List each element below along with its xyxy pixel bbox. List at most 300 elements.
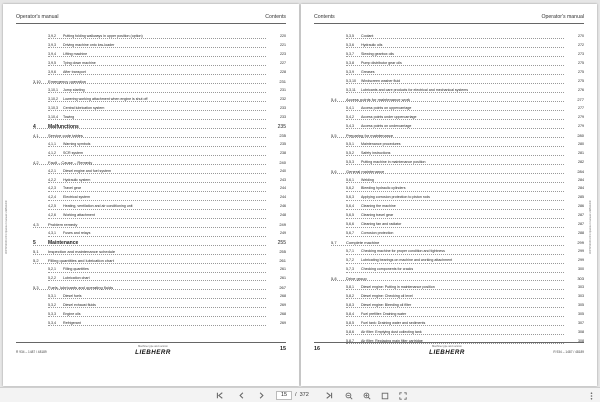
page-number: 15 [280, 346, 286, 352]
toc-page-number: 268 [280, 312, 286, 317]
toc-title: Diesel fuels [63, 294, 82, 299]
toc-number: 3,10,4 [48, 114, 58, 119]
toc-page-number: 305 [578, 303, 584, 308]
toc-page-number: 231 [280, 87, 286, 92]
toc-leader-line [346, 236, 564, 237]
toc-subsection[interactable] [3, 169, 299, 177]
toc-title: Inspection and maintenance schedule [48, 249, 116, 255]
toc-page-number: 235 [280, 141, 286, 146]
toc-title: Lubrication chart [63, 276, 90, 281]
toc-leader-line [346, 289, 564, 290]
toc-title: Maintenance [48, 240, 79, 247]
toc-leader-line [346, 209, 564, 210]
toc-title: Fuels, lubricants and operating fluids [48, 285, 114, 291]
toc-number: 5,7 [331, 240, 337, 246]
toc-number: 4,1,1 [48, 141, 56, 146]
toc-leader-line [346, 92, 564, 93]
toc-page-number: 249 [279, 222, 286, 228]
toc-title: Applying corrosion protection to piston rods [361, 195, 430, 200]
toc-page-number: 285 [578, 195, 584, 200]
toc-leader-line [48, 200, 266, 201]
page-separator: / [295, 392, 297, 398]
toc-subsection[interactable] [3, 276, 299, 284]
current-page-input[interactable] [276, 391, 292, 400]
toc-title: After transport [63, 69, 86, 74]
first-page-icon[interactable] [214, 390, 224, 401]
toc-page-number: 273 [578, 51, 584, 56]
toc-title: Access points on uppercarriage [361, 105, 412, 110]
toc-subsection[interactable] [301, 321, 597, 329]
side-document-code: 30PSP/2040-001 Operator manual LIEBHERR [5, 200, 8, 254]
toc-subsection[interactable] [3, 312, 299, 320]
page-number: 16 [314, 346, 320, 352]
toc-title: Access points under uppercarriage [361, 114, 417, 119]
toc-subsection[interactable] [301, 124, 597, 132]
toc-subsection[interactable] [301, 204, 597, 212]
toc-number: 5,8,4 [346, 312, 354, 317]
toc-subsection[interactable] [301, 267, 597, 275]
toc-leader-line [48, 92, 266, 93]
toc-subsection[interactable] [301, 330, 597, 338]
liebherr-logo: LIEBHERR [135, 348, 171, 356]
toc-leader-line [48, 110, 266, 111]
toc-page-number: 248 [280, 213, 286, 218]
toc-leader-line [346, 218, 564, 219]
toc-page-number: 221 [280, 42, 286, 47]
toc-subsection[interactable] [3, 115, 299, 123]
toc-subsection[interactable] [301, 186, 597, 194]
toc-subsection[interactable] [301, 61, 597, 69]
toc-page-number: 267 [279, 285, 286, 291]
toc-number: 3,9,2 [48, 34, 56, 38]
toc-page-number: 299 [578, 258, 584, 263]
toc-title: Welding [361, 177, 374, 182]
toc-page-number: 255 [277, 240, 286, 247]
last-page-icon[interactable] [324, 390, 334, 401]
liebherr-logo: LIEBHERR [429, 348, 465, 356]
toc-subsection[interactable] [301, 258, 597, 266]
toc-page-number: 238 [280, 150, 286, 155]
toc-subsection[interactable] [301, 231, 597, 239]
toc-page-number: 240 [280, 168, 286, 173]
document-code: R 934 – 1487 / 48189 [16, 350, 47, 354]
toc-title: Complete machine [346, 240, 380, 246]
toc-number: 4,1 [33, 132, 39, 138]
toc-page-number: 270 [578, 34, 584, 38]
toc-subsection[interactable] [301, 79, 597, 87]
toc-subsection[interactable] [3, 34, 299, 42]
toc-page-number: 277 [578, 105, 584, 110]
toc-number: 5,2 [33, 258, 39, 264]
next-page-icon[interactable] [256, 390, 266, 401]
toc-leader-line [48, 325, 266, 326]
toc-title: Fuel tank: Draining water and sediments [361, 321, 426, 326]
toc-section[interactable] [3, 160, 299, 168]
toc-number: 5,3 [33, 285, 39, 291]
toc-page-number: 240 [279, 159, 286, 165]
toc-leader-line [48, 182, 266, 183]
toc-title: Checking machine for proper condition and tightness [361, 249, 445, 254]
toc-title: Pump distributor gear oils [361, 60, 402, 65]
toc-page-number: 280 [578, 141, 584, 146]
toc-leader-line [48, 272, 266, 273]
toc-subsection[interactable] [3, 151, 299, 159]
toc-title: Air filter: Replacing main filter cartridge [361, 338, 423, 343]
toc-page-number: 255 [279, 249, 286, 255]
toc-page-number: 220 [280, 34, 286, 38]
toc-title: Slewing gearbox oils [361, 51, 394, 56]
toc-page-number: 284 [578, 177, 584, 182]
menu-icon[interactable] [586, 390, 596, 401]
toc-page-number: 286 [578, 204, 584, 209]
toc-number: 5,5,2 [346, 150, 354, 155]
toc-number: 5,8,5 [346, 321, 354, 326]
toc-subsection[interactable] [3, 43, 299, 51]
toc-leader-line [48, 218, 266, 219]
toc-number: 3,10,1 [48, 87, 58, 92]
page-navigator [276, 390, 309, 400]
toc-subsection[interactable] [3, 294, 299, 302]
toc-leader-line [346, 65, 564, 66]
toc-chapter[interactable] [3, 124, 299, 132]
toc-subsection[interactable] [301, 294, 597, 302]
toc-page-number: 282 [578, 159, 584, 164]
toc-number: 4,1,2 [48, 150, 56, 155]
toc-number: 5,5,1 [346, 141, 354, 146]
toc-leader-line [48, 298, 266, 299]
toc-subsection[interactable] [301, 195, 597, 203]
toc-subsection[interactable] [3, 106, 299, 114]
toc-subsection[interactable] [301, 142, 597, 150]
toc-page-number: 231 [279, 78, 286, 84]
toc-page-number: 227 [280, 60, 286, 65]
toc-subsection[interactable] [301, 34, 597, 42]
toc-subsection[interactable] [301, 213, 597, 221]
toc-page-number: 261 [280, 267, 286, 272]
toc-number: 5,3,7 [346, 51, 354, 56]
toc-number: 5,7,2 [346, 258, 354, 263]
toc-subsection[interactable] [3, 142, 299, 150]
toc-leader-line [346, 298, 564, 299]
toc-number: 5,5 [331, 132, 337, 138]
toc-number: 5,6,5 [346, 213, 354, 218]
running-header-section: Contents [314, 14, 335, 20]
toc-subsection[interactable] [301, 285, 597, 293]
toc-page-number: 246 [280, 204, 286, 209]
toc-leader-line [346, 182, 564, 183]
toc-subsection[interactable] [301, 106, 597, 114]
toc-subsection[interactable] [301, 160, 597, 168]
toc-title: Refrigerant [63, 321, 81, 326]
toc-page-number: 303 [578, 294, 584, 299]
toc-leader-line [48, 38, 266, 39]
toc-title: General maintenance [346, 168, 385, 174]
toc-title: Working attachment [63, 213, 95, 218]
toc-page-number: 308 [578, 338, 584, 343]
toc-section[interactable] [301, 97, 597, 105]
toc-page-number: 233 [280, 114, 286, 119]
toc-subsection[interactable] [301, 52, 597, 60]
toc-subsection[interactable] [3, 70, 299, 78]
toc-subsection[interactable] [3, 186, 299, 194]
toc-subsection[interactable] [301, 115, 597, 123]
toc-title: Diesel exhaust fluids [63, 303, 96, 308]
toc-page-number: 303 [578, 285, 584, 290]
toc-title: Access points for maintenance work [346, 96, 411, 102]
toc-title: Heating, ventilation and air conditioning unit [63, 204, 133, 209]
total-pages: 372 [299, 392, 309, 398]
toc-number: 5,8,3 [346, 303, 354, 308]
toc-subsection[interactable] [301, 88, 597, 96]
toc-number: 5,3,10 [346, 78, 356, 83]
toc-title: Problem remedy [48, 222, 78, 228]
toc-page-number: 284 [577, 168, 584, 174]
toc-subsection[interactable] [3, 267, 299, 275]
running-header-title: Operator's manual [16, 14, 59, 20]
toc-number: 5,3,9 [346, 69, 354, 74]
toc-number: 5,4,3 [346, 123, 354, 128]
toc-number: 5,5,3 [346, 159, 354, 164]
toc-page-number: 275 [578, 60, 584, 65]
toc-subsection[interactable] [3, 321, 299, 329]
toc-number: 4,3 [33, 222, 39, 228]
toc-number: 5,6,1 [346, 177, 354, 182]
toc-title: Driving machine onto low-loader [63, 42, 115, 47]
toc-title: Engine oils [63, 312, 81, 317]
fullscreen-icon[interactable] [398, 390, 408, 401]
previous-page-icon[interactable] [236, 390, 246, 401]
toc-title: Air filter: Emptying dust collecting tank [361, 330, 422, 334]
zoom-out-icon[interactable] [344, 390, 354, 401]
toc-title: Drive group [346, 276, 367, 282]
toc-leader-line [48, 173, 266, 174]
toc-number: 5,4,2 [346, 114, 354, 119]
toc-leader-line [48, 191, 266, 192]
toc-title: Tying down machine [63, 60, 96, 65]
toc-title: Greases [361, 69, 375, 74]
toc-page-number: 288 [578, 231, 584, 236]
toc-title: Filling quantities and lubrication chart [48, 258, 114, 264]
toc-subsection[interactable] [301, 70, 597, 78]
toc-title: Lifting machine [63, 51, 88, 56]
toc-page-number: 303 [577, 276, 584, 282]
toc-subsection[interactable] [3, 61, 299, 69]
toc-title: Maintenance procedures [361, 141, 401, 146]
toc-leader-line [48, 236, 266, 237]
toc-title: Cleaning fan and radiator [361, 222, 402, 227]
toc-number: 5,6,7 [346, 231, 354, 236]
toc-page-number: 272 [578, 42, 584, 47]
toc-leader-line [346, 119, 564, 120]
toc-section[interactable] [301, 133, 597, 141]
toc-leader-line [346, 307, 564, 308]
toc-number: 5,8 [331, 276, 337, 282]
toc-leader-line [346, 155, 564, 156]
toc-leader-line [346, 325, 564, 326]
toc-number: 5,6 [331, 168, 337, 174]
toc-title: Safety instructions [361, 150, 391, 155]
toc-subsection[interactable] [3, 195, 299, 203]
toc-number: 5,3,2 [48, 303, 56, 308]
toc-title: Hydraulic oils [361, 42, 383, 47]
toc-page-number: 287 [578, 222, 584, 227]
toc-title: Putting folding walkways in upper position (option) [63, 34, 143, 38]
toc-subsection[interactable] [301, 43, 597, 51]
toc-page-number: 305 [578, 312, 584, 317]
toc-number: 3,9,4 [48, 51, 56, 56]
toc-subsection[interactable] [3, 88, 299, 96]
toc-number: 5,6,6 [346, 222, 354, 227]
toc-subsection[interactable] [301, 178, 597, 186]
toc-title: Cleaning the machine [361, 204, 396, 209]
toc-number: 5,4,1 [346, 105, 354, 110]
toc-leader-line [48, 209, 266, 210]
toc-page-number: 223 [280, 51, 286, 56]
toc-page-number: 269 [280, 303, 286, 308]
toc-title: Corrosion protection [361, 231, 394, 236]
toc-page-number: 276 [578, 87, 584, 92]
header-rule [314, 23, 584, 24]
brand-caption: Machine type and version [432, 345, 462, 348]
toc-title: Towing [63, 114, 75, 119]
toc-page-number: 277 [577, 96, 584, 102]
toc-subsection[interactable] [3, 213, 299, 221]
toc-page-number: 235 [277, 123, 286, 130]
toc-page-number: 279 [578, 114, 584, 119]
toc-chapter[interactable] [3, 240, 299, 248]
toc-number: 4,3,1 [48, 231, 56, 236]
toc-number: 5,3,3 [48, 312, 56, 317]
toc-section[interactable] [3, 249, 299, 257]
toc-number: 5,7,1 [346, 249, 354, 254]
toc-number: 4,2,6 [48, 213, 56, 218]
document-code: R 934 – 1487 / 48189 [553, 350, 584, 354]
toc-page-number: 249 [280, 231, 286, 236]
toc-page-number: 275 [578, 69, 584, 74]
running-header-title: Operator's manual [541, 14, 584, 20]
toc-subsection[interactable] [3, 303, 299, 311]
toc-leader-line [48, 74, 266, 75]
toc-page-number: 279 [578, 123, 584, 128]
toc-page-number: 243 [280, 177, 286, 182]
toc-leader-line [346, 316, 564, 317]
toc-section[interactable] [3, 79, 299, 87]
toc-section[interactable] [301, 169, 597, 177]
toc-title: Emergency operation [48, 78, 87, 84]
toc-leader-line [346, 110, 564, 111]
toc-leader-line [48, 47, 266, 48]
toc-page-number: 233 [280, 105, 286, 110]
toc-number: 3,9,3 [48, 42, 56, 47]
toc-title: Access points on undercarriage [361, 123, 412, 128]
toc-number: 5,7,3 [346, 267, 354, 272]
toc-subsection[interactable] [301, 303, 597, 311]
toc-title: Diesel engine: Checking oil level [361, 294, 413, 299]
toc-number: 5,4 [331, 96, 337, 102]
toc-leader-line [48, 155, 266, 156]
toc-leader-line [48, 65, 266, 66]
toc-number: 3,9,5 [48, 60, 56, 65]
toc-number: 5,3,1 [48, 294, 56, 299]
brand-caption: Machine type and version [138, 345, 168, 348]
toc-leader-line [48, 280, 266, 281]
toc-leader-line [346, 164, 564, 165]
zoom-in-icon[interactable] [362, 390, 372, 401]
toc-page-number: 261 [280, 276, 286, 281]
toc-number: 5,3,4 [48, 321, 56, 326]
toc-subsection[interactable] [3, 178, 299, 186]
toc-title: Diesel engine: Bleeding oil filter [361, 303, 412, 308]
toc-title: Lubricants and care products for electrical and mechanical systems [361, 87, 469, 92]
toc-subsection[interactable] [3, 52, 299, 60]
toc-number: 4,2,1 [48, 168, 56, 173]
toc-page-number: 228 [280, 69, 286, 74]
viewer-toolbar [0, 387, 600, 402]
toc-leader-line [48, 316, 266, 317]
toc-subsection[interactable] [301, 222, 597, 230]
running-header-section: Contents [265, 14, 286, 20]
toc-section[interactable] [301, 240, 597, 248]
toc-page-number: 281 [578, 150, 584, 155]
toc-number: 5 [33, 240, 36, 247]
toc-number: 5,3,5 [346, 34, 354, 38]
toc-section[interactable] [3, 222, 299, 230]
toc-subsection[interactable] [3, 231, 299, 239]
toc-number: 3,10,2 [48, 96, 58, 101]
toc-number: 4,2,5 [48, 204, 56, 209]
toc-subsection[interactable] [301, 312, 597, 320]
toc-leader-line [346, 227, 564, 228]
footer-rule [16, 342, 286, 343]
toc-number: 5,3,11 [346, 87, 356, 92]
toc-title: Malfunctions [48, 123, 79, 130]
toc-title: Diesel engine: Putting in maintenance position [361, 285, 435, 290]
toc-number: 3,10,3 [48, 105, 58, 110]
toc-number: 4,2 [33, 159, 39, 165]
toc-subsection[interactable] [3, 97, 299, 105]
toc-number: 5,1 [33, 249, 39, 255]
toc-title: Fault – Cause – Remedy [48, 159, 93, 165]
toc-title: Service code tables [48, 132, 83, 138]
toc-leader-line [346, 263, 564, 264]
toc-number: 5,3,6 [346, 42, 354, 47]
toc-subsection[interactable] [3, 204, 299, 212]
toc-section[interactable] [3, 258, 299, 266]
toc-section[interactable] [3, 133, 299, 141]
brand-logo [407, 345, 487, 356]
toc-page-number: 244 [280, 186, 286, 191]
toc-page-number: 280 [577, 132, 584, 138]
toc-number: 5,3,8 [346, 60, 354, 65]
toc-number: 3,9,6 [48, 69, 56, 74]
toc-page-number: 307 [578, 321, 584, 326]
toc-section[interactable] [301, 276, 597, 284]
toc-leader-line [48, 119, 266, 120]
toc-leader-line [48, 307, 266, 308]
toc-leader-line [346, 83, 564, 84]
toc-subsection[interactable] [301, 151, 597, 159]
toc-leader-line [346, 254, 564, 255]
toc-subsection[interactable] [301, 249, 597, 257]
toc-page-number: 268 [280, 294, 286, 299]
fit-width-icon[interactable] [380, 390, 390, 401]
toc-section[interactable] [3, 285, 299, 293]
toc-leader-line [48, 56, 266, 57]
toc-leader-line [346, 56, 564, 57]
toc-number: 4,2,4 [48, 195, 56, 200]
toc-title: Windscreen washer fluid [361, 78, 401, 83]
toc-title: Lubricating bearings on machine and working attachment [361, 258, 453, 263]
